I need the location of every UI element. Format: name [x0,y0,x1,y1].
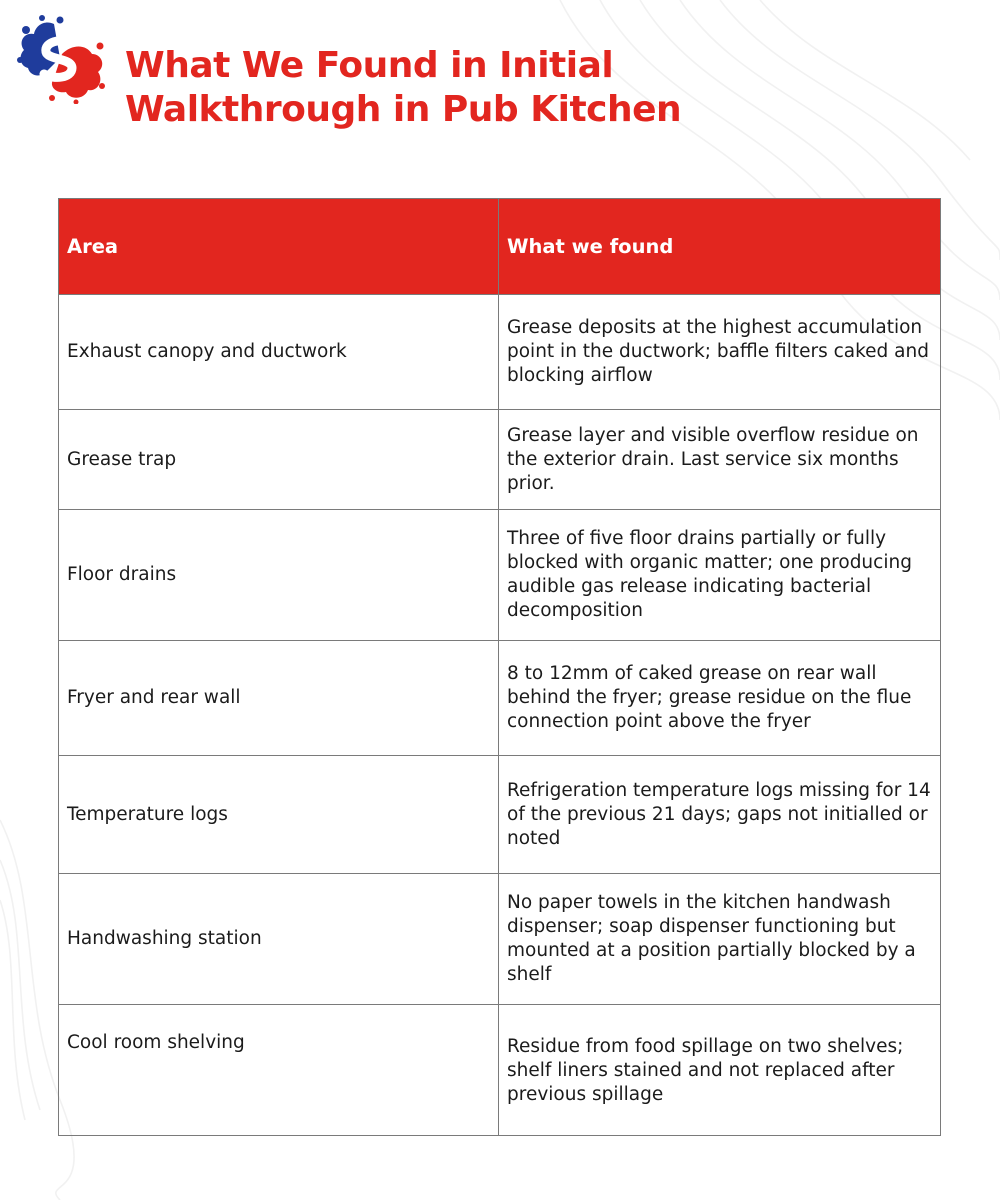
area-cell: Handwashing station [59,874,499,1005]
area-cell: Temperature logs [59,756,499,874]
finding-cell: No paper towels in the kitchen handwash dispenser; soap dispenser functioning but mounted at a position partially blocked by a shelf [499,874,941,1005]
area-cell: Exhaust canopy and ductwork [59,295,499,410]
table-row [59,874,941,1005]
area-cell: Grease trap [59,410,499,510]
table-row [59,410,941,510]
area-cell: Floor drains [59,510,499,641]
table-row [59,295,941,410]
table-row [59,510,941,641]
table-row [59,1005,941,1136]
page-title [125,44,885,132]
page-title-line-1: What We Found in Initial [125,45,614,86]
finding-cell: Three of five floor drains partially or fully blocked with organic matter; one producing audible gas release indicating bacterial decomposition [499,510,941,641]
finding-cell: Grease deposits at the highest accumulation point in the ductwork; baffle filters caked and blocking airflow [499,295,941,410]
table-row [59,756,941,874]
finding-cell: 8 to 12mm of caked grease on rear wall behind the fryer; grease residue on the flue connection point above the fryer [499,641,941,756]
page-title-line-2: Walkthrough in Pub Kitchen [125,89,682,130]
table-row [59,641,941,756]
findings-table [58,198,941,1136]
finding-cell: Grease layer and visible overflow residue on the exterior drain. Last service six months prior. [499,410,941,510]
splash-s-logo-icon [16,14,106,104]
area-cell: Fryer and rear wall [59,641,499,756]
finding-cell: Refrigeration temperature logs missing for 14 of the previous 21 days; gaps not initialled or noted [499,756,941,874]
column-header-what-we-found: What we found [499,199,941,295]
finding-cell: Residue from food spillage on two shelves; shelf liners stained and not replaced after previous spillage [499,1005,941,1136]
area-cell: Cool room shelving [59,1005,499,1136]
table-header-row [59,199,941,295]
column-header-area: Area [59,199,499,295]
